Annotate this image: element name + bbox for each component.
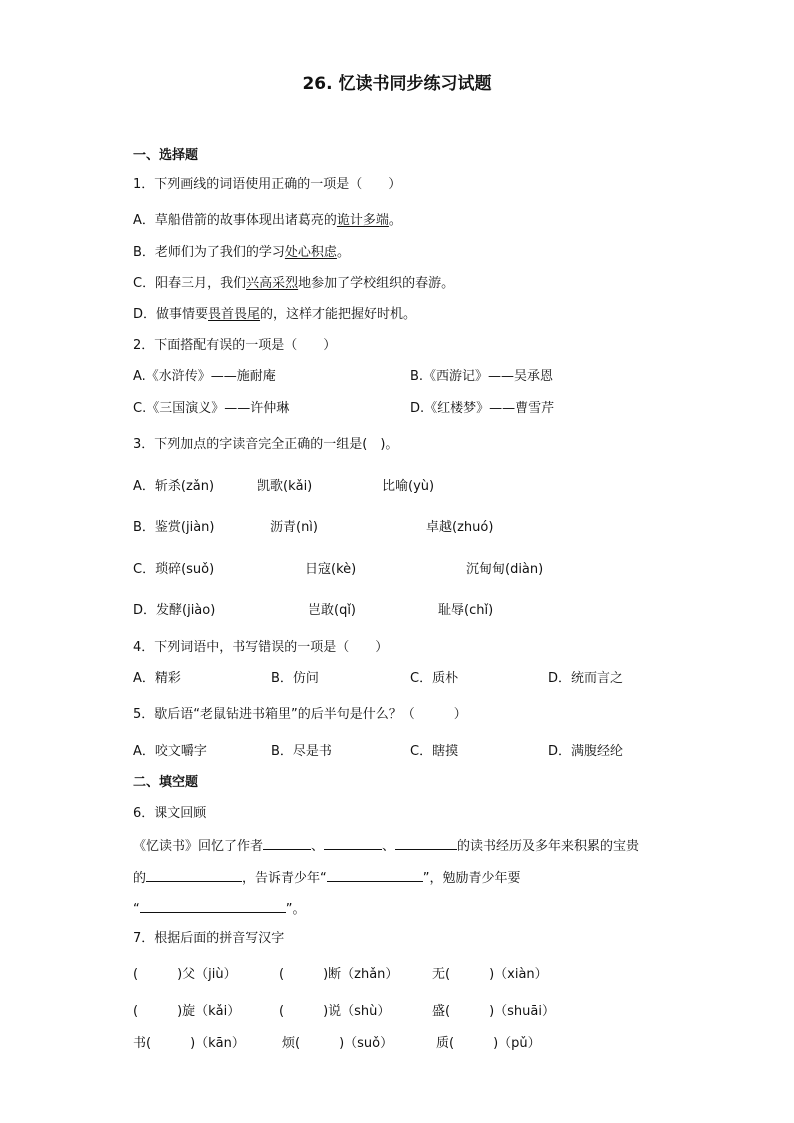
underlined-word: 畏首畏尾 xyxy=(208,307,261,322)
question-6-line-3: “ ”。 xyxy=(133,902,306,917)
underlined-word: 处心积虑 xyxy=(284,245,337,260)
question-1-option-c: C．阳春三月，我们兴高采烈地参加了学校组织的春游。 xyxy=(133,276,455,291)
question-7-item: 烦( )（suǒ） xyxy=(282,1036,394,1051)
underlined-word: 诡计多端 xyxy=(336,213,389,228)
answer-blank xyxy=(324,837,382,850)
question-7-item: 盛( )（shuāi） xyxy=(432,1004,555,1019)
question-3-option-b-2: 沥青(nì) xyxy=(270,520,318,535)
question-2-option-c: C.《三国演义》——许仲琳 xyxy=(133,401,290,416)
question-3-option-c-3: 沉甸甸(diàn) xyxy=(466,562,544,577)
question-5-option-d: D．满腹经纶 xyxy=(548,744,624,759)
question-4-option-b: B．仿问 xyxy=(271,671,319,686)
question-7-item: ( )说（shù） xyxy=(279,1004,391,1019)
question-4-option-d: D．统而言之 xyxy=(548,671,624,686)
answer-blank xyxy=(146,869,242,882)
question-4-stem: 4．下列词语中，书写错误的一项是（ ） xyxy=(133,640,389,655)
question-5-option-b: B．尽是书 xyxy=(271,744,332,759)
answer-blank xyxy=(327,869,423,882)
question-1-option-a: A．草船借箭的故事体现出诸葛亮的诡计多端。 xyxy=(133,213,402,228)
question-3-option-d-2: 岂敢(qǐ) xyxy=(308,603,357,618)
page-title: 26. 忆读书同步练习试题 xyxy=(302,74,492,94)
question-2-stem: 2．下面搭配有误的一项是（ ） xyxy=(133,338,337,353)
question-3-option-a-3: 比喻(yù) xyxy=(382,479,435,494)
underlined-word: 兴高采烈 xyxy=(246,276,299,291)
question-6-stem: 6．课文回顾 xyxy=(133,806,207,821)
question-7-item: ( )父（jiù） xyxy=(133,967,237,982)
question-6-line-2: 的 ，告诉青少年“ ”，勉励青少年要 xyxy=(133,871,521,886)
question-1-stem: 1．下列画线的词语使用正确的一项是（ ） xyxy=(133,177,402,192)
question-3-option-c-2: 日寇(kè) xyxy=(305,562,357,577)
question-3-option-a-2: 凯歌(kǎi) xyxy=(257,479,313,494)
question-6-line-1: 《忆读书》回忆了作者 、 、 的读书经历及多年来积累的宝贵 xyxy=(133,839,640,854)
question-7-item: 质( )（pǔ） xyxy=(436,1036,541,1051)
section-heading-choice: 一、选择题 xyxy=(133,148,199,163)
answer-blank xyxy=(395,837,457,850)
question-5-option-c: C．瞎摸 xyxy=(410,744,459,759)
question-3-option-b-1: B．鉴赏(jiàn) xyxy=(133,520,215,535)
question-7-item: ( )断（zhǎn） xyxy=(279,967,399,982)
question-3-option-b-3: 卓越(zhuó) xyxy=(426,520,494,535)
question-2-option-b: B.《西游记》——吴承恩 xyxy=(410,369,554,384)
question-1-option-b: B．老师们为了我们的学习处心积虑。 xyxy=(133,245,350,260)
question-3-option-d-1: D．发酵(jiào) xyxy=(133,603,216,618)
question-3-option-c-1: C．琐碎(suǒ) xyxy=(133,562,215,577)
answer-blank xyxy=(263,837,311,850)
section-heading-fill: 二、填空题 xyxy=(133,775,199,790)
question-2-option-a: A.《水浒传》——施耐庵 xyxy=(133,369,276,384)
question-4-option-c: C．质朴 xyxy=(410,671,459,686)
question-1-option-d: D．做事情要畏首畏尾的，这样才能把握好时机。 xyxy=(133,307,417,322)
question-7-item: 无( )（xiàn） xyxy=(432,967,548,982)
question-7-item: ( )旋（kǎi） xyxy=(133,1004,241,1019)
question-2-option-d: D.《红楼梦》——曹雪芹 xyxy=(410,401,555,416)
question-4-option-a: A．精彩 xyxy=(133,671,181,686)
question-3-option-d-3: 耻辱(chǐ) xyxy=(438,603,494,618)
question-7-item: 书( )（kān） xyxy=(133,1036,245,1051)
question-5-stem: 5．歇后语“老鼠钻进书箱里”的后半句是什么？（ ） xyxy=(133,707,467,722)
question-5-option-a: A．咬文嚼字 xyxy=(133,744,207,759)
question-3-stem: 3．下列加点的字读音完全正确的一组是( )。 xyxy=(133,437,399,452)
question-7-stem: 7．根据后面的拼音写汉字 xyxy=(133,931,285,946)
question-3-option-a-1: A．斩杀(zǎn) xyxy=(133,479,215,494)
answer-blank xyxy=(140,900,286,913)
